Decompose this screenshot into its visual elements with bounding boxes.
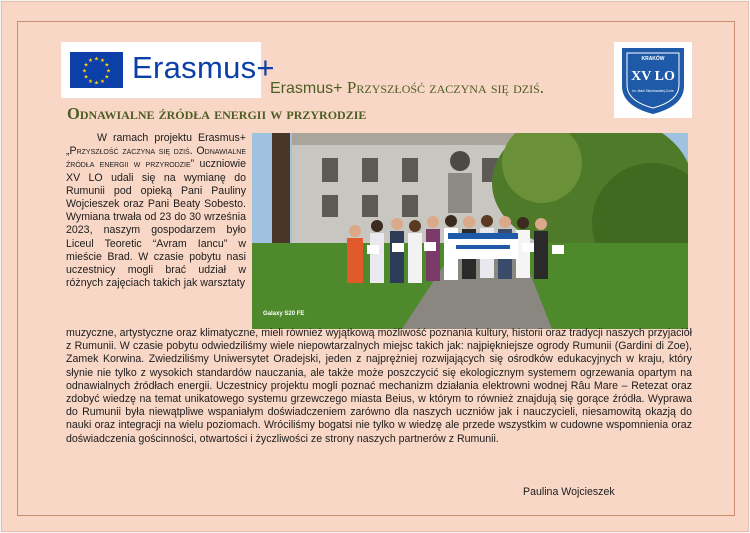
svg-text:★: ★: [88, 78, 93, 85]
svg-text:★: ★: [83, 74, 89, 81]
eu-flag-icon: [70, 52, 123, 88]
erasmus-logo: [61, 42, 275, 98]
article-subtitle: Odnawialne źródła energii w przyrodzie: [67, 104, 367, 123]
lead-text-2: uczniowie XV LO udali się na wymianę do Rumunii pod opieką Pani Pauliny Wojcieszek oraz Pani Beaty Sobesto. Wymiana trwała od 23 do 30 września 2023, naszym gospodarzem było Liceul Teoretic “Avram Iancu” w mieście Brad. W czasie pobytu nasi uczestnicy mogli brać udział w różnych zajęciach takich jak warsztaty: [66, 158, 246, 290]
photo-caption: Galaxy S20 FE: [263, 311, 305, 317]
program-prefix: Erasmus+: [270, 80, 347, 97]
lead-text-1: W ramach projektu Erasmus+: [97, 132, 246, 144]
article-lead: [66, 132, 246, 290]
newsletter-page: [1, 1, 749, 532]
svg-text:★: ★: [94, 56, 99, 63]
svg-text:★: ★: [104, 74, 110, 81]
article-body: muzyczne, artystyczne oraz klimatyczne, mieli również wyjątkową możliwość poznania kultury, historii oraz tradycji naszych przyjaciół z Rumunii. W czasie pobytu odwiedziliśmy wiele niepowtarzalnych miejsc takich jak: najpiękniejsze ogrody Rumunii (Gardini di Zoe), Zamek Korwina. Zwiedziliśmy Uniwersytet Oradejski, jeden z najprężniej rozwijających się ośrodków edukacyjnych w kraju, który słynie nie tylko z wysokich standardów nauczania, ale także może poszczycić się ekologicznym systemem ogrzewania opartym na odnawialnych źródłach energii. Uczestnicy projektu mogli poznać mechanizm działania elektrowni wodnej Râu Mare – Retezat oraz zdobyć wiedzę na temat unikatowego systemu grzewczego miasta Beius, w którym to również znajdują się gorące źródła. Wyprawa do Rumunii była niewątpliwe wspaniałym doświadczeniem zarówno dla naszych uczniów jak i nauczycieli, niesamowitą okazją do nauki oraz integracji na wielu poziomach. Wróciliśmy bogatsi nie tylko w wiedzę ale przede wszystkim w cudowne wspomnienia oraz doświadczenia gościnności, otwartości i życzliwości ze strony naszych partnerów z Rumunii.: [66, 327, 692, 445]
school-logo: [614, 42, 692, 118]
erasmus-logo-text: Erasmus+: [132, 50, 275, 85]
svg-text:★: ★: [83, 62, 89, 69]
svg-text:★: ★: [88, 58, 93, 65]
program-title: [270, 78, 544, 98]
school-logo-name: XV LO: [631, 69, 675, 84]
project-name: „Przyszłość zaczyna się dziś. Odnawialne źródła energii w przyrodzie”: [66, 145, 246, 171]
school-logo-patron: im. Marii Skłodowskiej-Curie: [632, 89, 674, 93]
group-photo: [252, 133, 688, 329]
svg-text:★: ★: [94, 80, 99, 87]
svg-text:★: ★: [106, 68, 111, 75]
svg-text:★: ★: [100, 58, 105, 65]
school-logo-city: KRAKÓW: [641, 56, 665, 62]
svg-text:★: ★: [100, 78, 105, 85]
program-motto: Przyszłość zaczyna się dziś.: [346, 78, 545, 97]
svg-text:★: ★: [104, 62, 110, 69]
author-signature: Paulina Wojcieszek: [523, 486, 615, 498]
svg-text:★: ★: [82, 68, 87, 75]
